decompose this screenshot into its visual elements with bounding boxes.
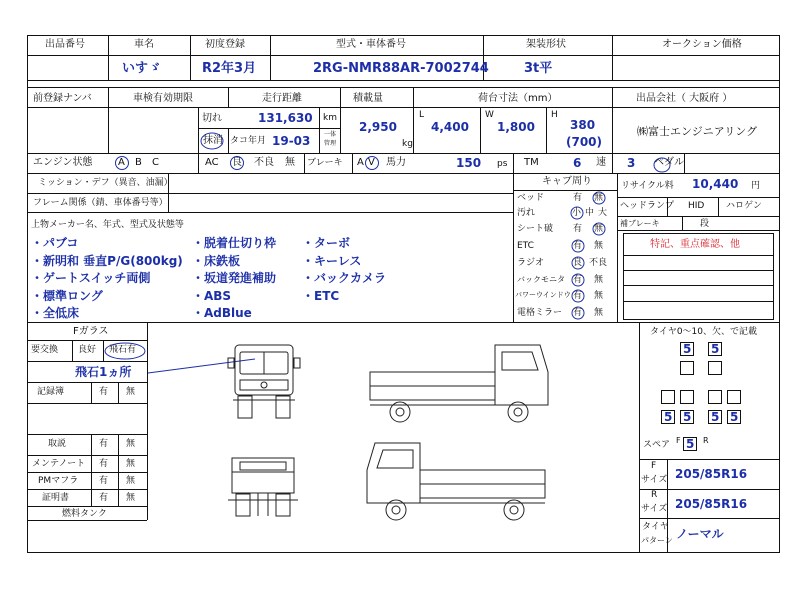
manual-yes: 有 bbox=[99, 439, 109, 449]
auction-price-label: オークション価格 bbox=[662, 39, 742, 50]
equip-7: ・床鉄板 bbox=[192, 254, 241, 268]
glass-chip: 飛石有 bbox=[109, 345, 137, 355]
hid-label: HID bbox=[688, 201, 705, 211]
aux-brake-label: 補ブレーキ bbox=[620, 219, 660, 228]
tire-rear-1: 5 bbox=[664, 410, 673, 424]
body-shape-label: 架装形状 bbox=[526, 39, 566, 50]
ps-unit: ps bbox=[497, 159, 508, 169]
inspection-label: 車検有効期限 bbox=[133, 93, 193, 104]
engine-c: C bbox=[152, 157, 159, 168]
cab-powerwindow-no: 無 bbox=[594, 291, 604, 301]
truck-rear-view-icon bbox=[228, 458, 298, 516]
equipment-title: 上物メーカー名、年式、型式及状態等 bbox=[31, 220, 184, 230]
glass-note: 飛石1ヵ所 bbox=[75, 365, 132, 379]
tire-rear-3: 5 bbox=[711, 410, 720, 424]
model-chassis-label: 型式・車体番号 bbox=[336, 39, 406, 50]
equip-2: ・新明和 垂直P/G(800kg) bbox=[31, 254, 183, 268]
headlamp-label: ヘッドランプ bbox=[620, 201, 675, 211]
tire-rear-4: 5 bbox=[730, 410, 739, 424]
glass-good: 良好 bbox=[78, 345, 97, 355]
cab-radio-good: 良 bbox=[573, 258, 583, 268]
truck-side-view-icon bbox=[370, 345, 548, 422]
engine-a: A bbox=[118, 157, 125, 168]
body-shape-value: 3t平 bbox=[524, 61, 553, 76]
lot-number-label: 出品番号 bbox=[45, 39, 85, 50]
cab-mirror-no: 無 bbox=[594, 308, 604, 318]
equip-6: ・脱着仕切り枠 bbox=[192, 236, 277, 250]
equip-10: ・AdBlue bbox=[192, 306, 252, 320]
spare-r-label: R bbox=[703, 436, 709, 445]
cab-dirt-large: 大 bbox=[598, 208, 608, 218]
gears-value: 6 bbox=[573, 156, 582, 170]
pm-label: PMマフラ bbox=[38, 476, 79, 486]
width-value: 1,800 bbox=[497, 120, 535, 134]
cab-backmonitor-label: バックモニタ bbox=[517, 275, 565, 284]
manual-label: 取説 bbox=[48, 439, 67, 449]
engine-state-label: エンジン状態 bbox=[33, 157, 93, 168]
width-label: W bbox=[485, 110, 494, 120]
mileage-value: 131,630 bbox=[258, 111, 313, 125]
maker-value: いすゞ bbox=[122, 61, 162, 76]
load-value: 2,950 bbox=[359, 120, 397, 134]
first-reg-label: 初度登録 bbox=[205, 39, 245, 50]
tacho-value: 19-03 bbox=[272, 134, 311, 148]
equip-9: ・ABS bbox=[192, 289, 232, 303]
fuel-tank-label: 燃料タンク bbox=[62, 509, 107, 519]
pm-no: 無 bbox=[126, 476, 136, 486]
height-value: 380 bbox=[570, 118, 596, 132]
spare-f-label: F bbox=[676, 436, 681, 445]
ac-label: AC bbox=[205, 157, 219, 168]
equip-13: ・バックカメラ bbox=[302, 271, 387, 285]
cab-powerwindow-yes: 有 bbox=[573, 291, 583, 301]
records-no: 無 bbox=[126, 387, 136, 397]
pattern-value: ノーマル bbox=[676, 527, 724, 541]
seller-label: 出品会社（ 大阪府 ） bbox=[636, 93, 733, 104]
rear-size-label-2: サイズ bbox=[641, 504, 668, 514]
records-label: 記録簿 bbox=[37, 387, 65, 397]
recycle-label: リサイクル料 bbox=[621, 181, 674, 191]
front-size-label-1: F bbox=[651, 461, 657, 471]
cab-dirt-mid: 中 bbox=[585, 208, 595, 218]
glass-title: Fガラス bbox=[73, 326, 109, 337]
cab-dirt-small: 小 bbox=[572, 208, 582, 218]
halogen-label: ハロゲン bbox=[726, 201, 762, 211]
pedal-label: ペダル bbox=[654, 157, 684, 168]
frame-label: フレーム関係（錆、車体番号等） bbox=[33, 198, 168, 208]
maint-label: メンテノート bbox=[32, 459, 86, 469]
length-value: 4,400 bbox=[431, 120, 469, 134]
pattern-label-1: タイヤ bbox=[642, 522, 669, 532]
front-size-label-2: サイズ bbox=[641, 475, 668, 485]
brake-label: ブレーキ bbox=[307, 158, 343, 168]
maint-no: 無 bbox=[126, 459, 136, 469]
tacho-label: タコ年月 bbox=[230, 136, 267, 146]
truck-front-view-icon bbox=[228, 345, 300, 418]
cab-mirror-label: 電格ミラー bbox=[517, 308, 563, 318]
cab-radio-bad: 不良 bbox=[589, 258, 608, 268]
cab-bed-yes: 有 bbox=[573, 193, 583, 203]
reg-date-value: R2年3月 bbox=[202, 61, 257, 76]
ittai-label: 一体 bbox=[324, 131, 337, 138]
ac-good: 良 bbox=[232, 157, 242, 168]
cab-seat-no: 無 bbox=[594, 224, 604, 234]
pm-yes: 有 bbox=[99, 476, 109, 486]
equip-4: ・標準ロング bbox=[31, 289, 103, 303]
ac-none: 無 bbox=[285, 157, 295, 168]
mission-label: ミッション・デフ（異音、油漏） bbox=[38, 178, 173, 188]
tire-rear-2: 5 bbox=[683, 410, 692, 424]
cert-label: 証明書 bbox=[42, 493, 70, 503]
cab-backmonitor-yes: 有 bbox=[573, 275, 583, 285]
tire-title: タイヤ0〜10、欠、で記載 bbox=[650, 327, 757, 337]
engine-b: B bbox=[135, 157, 142, 168]
cab-seat-yes: 有 bbox=[573, 224, 583, 234]
manual-no: 無 bbox=[126, 439, 136, 449]
cab-mirror-yes: 有 bbox=[573, 308, 583, 318]
km-unit: km bbox=[323, 113, 337, 123]
load-label: 積載量 bbox=[353, 93, 383, 104]
rear-size-label-1: R bbox=[651, 490, 658, 500]
records-yes: 有 bbox=[99, 387, 109, 397]
equip-14: ・ETC bbox=[302, 289, 340, 303]
cab-backmonitor-no: 無 bbox=[594, 275, 604, 285]
cab-bed-label: ベッド bbox=[517, 193, 545, 203]
equip-8: ・坂道発進補助 bbox=[192, 271, 277, 285]
brake-v: V bbox=[368, 157, 375, 168]
length-label: L bbox=[419, 110, 425, 120]
expired-label: 切れ bbox=[202, 113, 222, 124]
yen-unit: 円 bbox=[751, 181, 761, 191]
cert-yes: 有 bbox=[99, 493, 109, 503]
front-size-value: 205/85R16 bbox=[675, 467, 748, 481]
mileage-label: 走行距離 bbox=[262, 93, 302, 104]
cert-no: 無 bbox=[126, 493, 136, 503]
brake-a: A bbox=[357, 157, 364, 168]
cab-radio-label: ラジオ bbox=[517, 258, 545, 268]
equip-3: ・ゲートスイッチ両側 bbox=[31, 271, 151, 285]
company-value: ㈱富士エンジニアリング bbox=[637, 125, 758, 138]
height-value-2: (700) bbox=[566, 135, 603, 149]
hp-value: 150 bbox=[456, 156, 482, 170]
gears-unit: 速 bbox=[596, 157, 606, 168]
tm-label: TM bbox=[524, 157, 539, 168]
spare-value: 5 bbox=[686, 437, 695, 451]
cab-powerwindow-label: パワーウインドウ bbox=[515, 291, 571, 299]
truck-side-view-left-icon bbox=[367, 443, 545, 520]
prev-plate-label: 前登録ナンバ bbox=[33, 93, 92, 104]
equip-1: ・パブコ bbox=[31, 236, 79, 250]
cab-etc-yes: 有 bbox=[573, 241, 583, 251]
tire-front-right: 5 bbox=[711, 342, 720, 356]
kanri-label: 管理 bbox=[324, 140, 337, 147]
cab-dirt-label: 汚れ bbox=[517, 208, 536, 218]
cab-etc-no: 無 bbox=[594, 241, 604, 251]
ac-bad: 不良 bbox=[254, 157, 274, 168]
model-chassis-value: 2RG-NMR88AR-7002744 bbox=[313, 61, 489, 76]
pedal-value: 3 bbox=[627, 156, 636, 170]
cab-seat-label: シート破 bbox=[517, 224, 554, 234]
cab-title: キャブ周り bbox=[542, 176, 592, 187]
kg-unit: kg bbox=[402, 139, 413, 149]
pattern-label-2: パターン bbox=[641, 536, 673, 545]
equip-11: ・ターボ bbox=[302, 236, 351, 250]
glass-replace: 要交換 bbox=[31, 345, 59, 355]
equip-5: ・全低床 bbox=[31, 306, 80, 320]
tire-front-left: 5 bbox=[683, 342, 692, 356]
cab-bed-no: 無 bbox=[594, 193, 604, 203]
deregistered-label: 抹消 bbox=[203, 135, 223, 146]
car-name-label: 車名 bbox=[134, 39, 154, 50]
bed-size-label: 荷台寸法（mm） bbox=[478, 93, 558, 104]
height-label: H bbox=[551, 110, 558, 120]
spare-label: スペア bbox=[643, 440, 671, 450]
maint-yes: 有 bbox=[99, 459, 109, 469]
recycle-value: 10,440 bbox=[692, 177, 739, 191]
special-notes-title: 特記、重点確認、他 bbox=[650, 239, 740, 250]
cab-etc-label: ETC bbox=[517, 241, 534, 251]
rear-size-value: 205/85R16 bbox=[675, 497, 748, 511]
equip-12: ・キーレス bbox=[302, 254, 362, 268]
hp-label: 馬力 bbox=[386, 157, 406, 168]
aux-brake-step: 段 bbox=[700, 219, 710, 229]
